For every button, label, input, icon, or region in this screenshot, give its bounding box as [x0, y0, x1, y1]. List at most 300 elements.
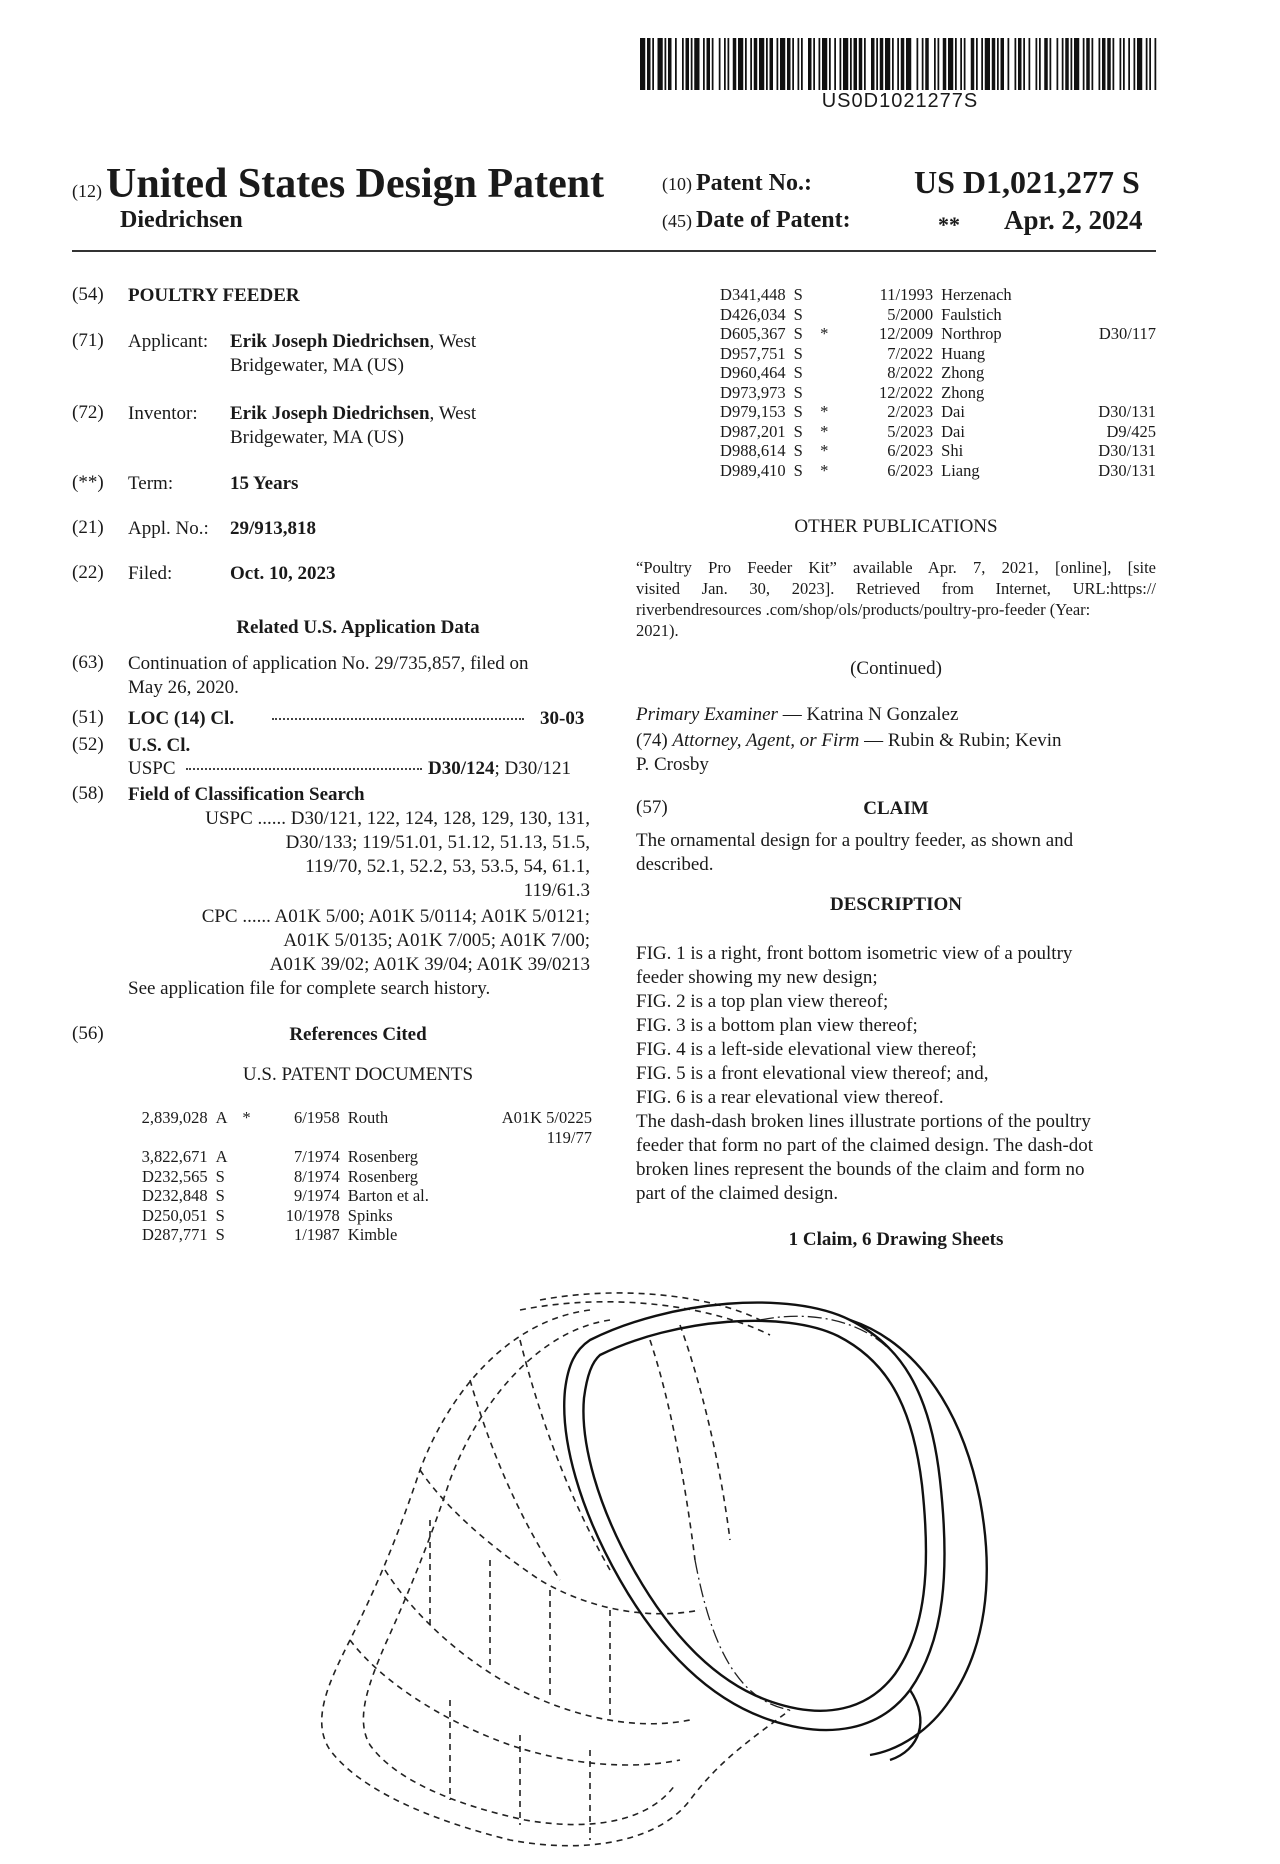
barcode-bar [1107, 38, 1111, 90]
description-line: feeder showing my new design; [636, 967, 878, 988]
reference-row-continued [112, 1128, 596, 1148]
barcode-bar [1099, 38, 1101, 90]
ref-star [816, 344, 841, 364]
barcode-bar [943, 38, 947, 90]
barcode-bar [1057, 38, 1059, 90]
applicant-location: , West [429, 331, 477, 352]
barcode-bar [658, 38, 663, 90]
patent-title: POULTRY FEEDER [128, 285, 300, 306]
barcode-bar [1065, 38, 1069, 90]
ref-class [1058, 344, 1160, 364]
reference-row [676, 461, 1160, 481]
barcode-bar [1062, 38, 1064, 90]
reference-row [676, 441, 1160, 461]
search-uspc-line: 119/70, 52.1, 52.2, 53, 53.5, 54, 61.1, [305, 856, 590, 877]
ref-kind: S [793, 285, 803, 304]
barcode-bar [981, 38, 983, 90]
barcode-bar [938, 38, 940, 90]
attorney-line2: P. Crosby [636, 754, 709, 775]
ref-number: D605,367 [720, 324, 786, 343]
ref-star: * [820, 402, 829, 421]
code-54: (54) [72, 284, 104, 305]
inventor-label: Inventor: [128, 403, 198, 424]
claim-heading: CLAIM [863, 798, 929, 819]
us-cl-value [428, 757, 571, 781]
barcode-bar [960, 38, 962, 90]
search-uspc-line: 119/61.3 [523, 880, 590, 901]
patent-number-label-block [662, 170, 812, 197]
search-cpc-line: CPC ...... A01K 5/00; A01K 5/0114; A01K 5/0121; [201, 906, 590, 927]
ref-class [464, 1206, 596, 1226]
ref-star: * [820, 460, 829, 480]
barcode-bar [871, 38, 875, 90]
barcode-bar [1001, 38, 1005, 90]
ref-class [1058, 363, 1160, 383]
applicant-name: Erik Joseph Diedrichsen [230, 331, 430, 352]
reference-row [112, 1147, 596, 1167]
patent-no-label: Patent No.: [696, 170, 812, 196]
attorney-label: Attorney, Agent, or Firm [672, 730, 860, 751]
other-publication-line: visited Jan. 30, 2023]. Retrieved from Internet, URL:https:// [636, 579, 1156, 598]
code-45: (45) [662, 211, 692, 231]
inventor-line2: Bridgewater, MA (US) [230, 427, 404, 448]
ref-kind: S [793, 324, 803, 343]
barcode-bar [1023, 38, 1025, 90]
barcode-bar [1008, 38, 1010, 90]
barcode-bar [1092, 38, 1094, 90]
barcode-bar [1102, 38, 1106, 90]
search-history-note: See application file for complete search history. [128, 978, 491, 999]
barcode-bar [1086, 38, 1090, 90]
barcode-bar [955, 38, 957, 90]
barcode-bar [703, 38, 705, 90]
description-line: part of the claimed design. [636, 1183, 839, 1204]
ref-star: * [820, 421, 829, 441]
barcode-bar [1113, 38, 1115, 90]
description-line: FIG. 6 is a rear elevational view thereof. [636, 1087, 944, 1108]
ref-name: Dai [941, 402, 965, 421]
reference-row [676, 422, 1160, 442]
code-72: (72) [72, 402, 104, 423]
barcode-bar [738, 38, 743, 90]
ref-kind: S [793, 460, 803, 480]
ref-class [464, 1225, 596, 1245]
ref-class: A01K 5/0225 [501, 1108, 592, 1127]
barcode-bar [985, 38, 990, 90]
ref-kind: S [793, 382, 803, 402]
reference-row [676, 344, 1160, 364]
ref-kind: S [215, 1186, 225, 1205]
ref-kind: S [793, 363, 803, 382]
barcode-bar [668, 38, 672, 90]
barcode-bar [801, 38, 803, 90]
attorney-names: — Rubin & Rubin; Kevin [859, 730, 1062, 751]
barcode-bar [1039, 38, 1041, 90]
ref-name: Zhong [941, 363, 985, 382]
ref-name: Rosenberg [347, 1166, 419, 1186]
ref-number: D960,464 [720, 363, 786, 382]
barcode-bar [780, 38, 785, 90]
barcode-bar [640, 38, 645, 90]
description-line: The dash-dash broken lines illustrate portions of the poultry [636, 1111, 1091, 1132]
ref-number: D987,201 [720, 421, 786, 441]
patent-type-title: United States Design Patent [106, 161, 605, 207]
barcode-bar [834, 38, 836, 90]
ref-name: Northrop [941, 324, 1002, 343]
ref-kind: A [215, 1108, 228, 1127]
description-line: FIG. 5 is a front elevational view thereof; and, [636, 1063, 989, 1084]
date-of-patent-label: Date of Patent: [696, 207, 851, 233]
ref-kind: S [793, 402, 803, 421]
barcode-bar [1123, 38, 1125, 90]
ref-number: D287,771 [142, 1225, 208, 1244]
reference-row [676, 305, 1160, 325]
barcode-bar [665, 38, 667, 90]
code-10: (10) [662, 174, 692, 194]
ref-name: Dai [941, 421, 965, 441]
barcode-bar [787, 38, 791, 90]
barcode-bar [1071, 38, 1073, 90]
ref-number: D232,848 [142, 1186, 208, 1205]
barcode-bar [925, 38, 929, 90]
loc-dots [272, 707, 524, 725]
barcode-bar [971, 38, 975, 90]
ref-kind: S [793, 421, 803, 441]
reference-row [676, 324, 1160, 344]
ref-star: * [242, 1108, 251, 1127]
us-cl-secondary: ; D30/121 [494, 758, 572, 779]
reference-row [676, 383, 1160, 403]
appl-no-label: Appl. No.: [128, 518, 209, 539]
ref-class [1058, 383, 1160, 403]
barcode-bar [964, 38, 966, 90]
ref-class: D30/131 [1098, 460, 1156, 480]
barcode-bar [1036, 38, 1038, 90]
inventor-name: Erik Joseph Diedrichsen [230, 403, 430, 424]
code-22: (22) [72, 562, 104, 583]
barcode-bar [682, 38, 684, 90]
header-rule [72, 250, 1156, 252]
us-cl-label: U.S. Cl. [128, 735, 191, 756]
us-cl-uspc-label: USPC [128, 758, 176, 779]
ref-star [816, 285, 841, 305]
ref-class [464, 1147, 596, 1167]
barcode-bar [906, 38, 911, 90]
inventor-surname: Diedrichsen [120, 207, 243, 233]
ref-date: 8/1974 [293, 1166, 340, 1186]
ref-number: D979,153 [720, 402, 786, 421]
ref-date: 5/2000 [887, 304, 934, 324]
patent-number: US D1,021,277 S [914, 164, 1140, 200]
other-publication-line: riverbendresources .com/shop/ols/products/poultry-pro-feeder (Year: [636, 600, 1091, 619]
description-line: feeder that form no part of the claimed design. The dash-dot [636, 1135, 1094, 1156]
barcode-bar [728, 38, 730, 90]
ref-date: 9/1974 [293, 1186, 340, 1205]
code-63: (63) [72, 652, 104, 673]
code-74: (74) [636, 730, 668, 751]
ref-class [1058, 285, 1160, 305]
ref-star [238, 1186, 260, 1206]
ref-class [464, 1186, 596, 1206]
term-label: Term: [128, 473, 174, 494]
barcode-bar [1044, 38, 1048, 90]
barcode [640, 38, 1160, 90]
ref-star [816, 363, 841, 383]
barcode-bar [759, 38, 764, 90]
barcode-bar [992, 38, 996, 90]
code-56: (56) [72, 1023, 104, 1044]
barcode-bar [922, 38, 924, 90]
barcode-bar [1120, 38, 1122, 90]
ref-name: Herzenach [941, 285, 1012, 304]
barcode-bar [691, 38, 693, 90]
barcode-bar [766, 38, 768, 90]
barcode-bar [792, 38, 794, 90]
barcode-bar [1128, 38, 1130, 90]
barcode-bar [1083, 38, 1085, 90]
feeder-rim-solid [564, 1303, 987, 1760]
ref-name: Rosenberg [347, 1147, 419, 1166]
barcode-bar [647, 38, 651, 90]
barcode-bar [976, 38, 978, 90]
code-51: (51) [72, 707, 104, 728]
other-publication-line: 2021). [636, 621, 679, 640]
ref-date: 11/1993 [879, 285, 934, 304]
search-uspc-line: USPC ...... D30/121, 122, 124, 128, 129, 130, 131, [205, 808, 590, 829]
barcode-bar [1018, 38, 1022, 90]
ref-date: 7/2022 [887, 343, 934, 363]
ref-number: D250,051 [142, 1205, 208, 1225]
date-of-patent: Apr. 2, 2024 [1004, 205, 1143, 235]
term-value: 15 Years [230, 473, 299, 494]
description-line: FIG. 3 is a bottom plan view thereof; [636, 1015, 918, 1036]
barcode-bar [864, 38, 866, 90]
barcode-bar [813, 38, 815, 90]
barcode-bar [712, 38, 714, 90]
feeder-body-broken-lines [322, 1293, 790, 1846]
continued-note: (Continued) [850, 658, 942, 679]
barcode-number: US0D1021277S [821, 90, 979, 112]
ref-number: D426,034 [720, 304, 786, 324]
examiner-name: — Katrina N Gonzalez [777, 704, 959, 725]
ref-number: 2,839,028 [141, 1108, 208, 1127]
description-heading: DESCRIPTION [830, 894, 962, 915]
barcode-bar [1134, 38, 1136, 90]
ref-name: Zhong [941, 382, 985, 402]
barcode-bar [745, 38, 747, 90]
reference-row [676, 363, 1160, 383]
ref-kind: S [215, 1205, 225, 1225]
ref-date: 12/2009 [879, 324, 934, 343]
ref-date: 8/2022 [887, 363, 934, 382]
ref-date: 2/2023 [887, 402, 934, 421]
barcode-bar [880, 38, 884, 90]
ref-class: D30/131 [1098, 441, 1156, 460]
ref-number: D957,751 [720, 343, 786, 363]
description-line: FIG. 1 is a right, front bottom isometric view of a poultry [636, 943, 1073, 964]
barcode-bar [859, 38, 863, 90]
ref-number: D973,973 [720, 382, 786, 402]
us-cl-primary: D30/124 [428, 758, 495, 779]
barcode-bar [854, 38, 858, 90]
barcode-bar [808, 38, 812, 90]
ref-name: Routh [347, 1108, 389, 1127]
ref-star: * [820, 441, 829, 460]
ref-name: Shi [941, 441, 964, 460]
reference-row [112, 1108, 596, 1128]
barcode-bar [770, 38, 774, 90]
us-patent-documents-heading: U.S. PATENT DOCUMENTS [242, 1064, 474, 1085]
barcode-bar [1137, 38, 1142, 90]
ref-star [238, 1147, 260, 1167]
ref-date: 10/1978 [285, 1205, 340, 1225]
barcode-bar [917, 38, 919, 90]
ref-star [238, 1167, 260, 1187]
search-cpc-line: A01K 5/0135; A01K 7/005; A01K 7/00; [283, 930, 590, 951]
barcode-bar [997, 38, 999, 90]
ref-date: 1/1987 [293, 1225, 340, 1244]
ref-class [464, 1167, 596, 1187]
barcode-bar [750, 38, 752, 90]
barcode-bar [686, 38, 690, 90]
attorney-line1 [636, 729, 1062, 753]
date-label-block [662, 207, 851, 234]
barcode-bar [822, 38, 827, 90]
barcode-bar [724, 38, 726, 90]
ref-date: 6/1958 [293, 1108, 340, 1127]
loc-value: 30-03 [540, 708, 585, 729]
barcode-bar [934, 38, 936, 90]
title-block [72, 160, 604, 208]
ref-name: Faulstich [941, 304, 1002, 324]
ref-date: 5/2023 [887, 421, 934, 441]
barcode-bar [876, 38, 878, 90]
barcode-bar [1015, 38, 1017, 90]
barcode-bar [1074, 38, 1079, 90]
ref-star: * [820, 324, 829, 343]
barcode-bar [777, 38, 779, 90]
ref-kind: S [215, 1166, 225, 1186]
field-search-label: Field of Classification Search [128, 784, 365, 805]
references-heading: References Cited [289, 1024, 427, 1045]
reference-row [112, 1186, 596, 1206]
reference-row [112, 1225, 596, 1245]
ref-number: D232,565 [142, 1166, 208, 1186]
inventor-location: , West [429, 403, 477, 424]
ref-kind: S [215, 1225, 225, 1244]
ref-name: Kimble [347, 1225, 398, 1244]
related-data-heading: Related U.S. Application Data [236, 617, 480, 638]
description-text [636, 942, 1156, 1206]
description-line: broken lines represent the bounds of the claim and form no [636, 1159, 1085, 1180]
barcode-bar [719, 38, 721, 90]
barcode-bar [819, 38, 821, 90]
date-marker: ** [938, 212, 960, 237]
code-52: (52) [72, 734, 104, 755]
appl-no-value: 29/913,818 [230, 518, 317, 539]
ref-number: D988,614 [720, 441, 786, 460]
ref-class: D30/131 [1098, 402, 1156, 421]
barcode-bar [1146, 38, 1148, 90]
barcode-bar [948, 38, 953, 90]
barcode-bar [1050, 38, 1052, 90]
continuation-line1: Continuation of application No. 29/735,857, filed on [128, 653, 529, 674]
claims-sheets-summary: 1 Claim, 6 Drawing Sheets [788, 1229, 1004, 1250]
primary-examiner [636, 703, 958, 727]
applicant-label: Applicant: [128, 331, 209, 352]
code-term: (**) [72, 472, 104, 493]
barcode-bar [652, 38, 654, 90]
ref-class [1058, 305, 1160, 325]
reference-row [676, 285, 1160, 305]
code-21: (21) [72, 517, 104, 538]
ref-number: D989,410 [720, 460, 786, 480]
ref-number: 3,822,671 [141, 1147, 208, 1166]
barcode-bar [892, 38, 894, 90]
barcode-bar [675, 38, 677, 90]
ref-name: Barton et al. [347, 1186, 429, 1205]
ref-date: 6/2023 [887, 441, 934, 460]
ref-kind: A [215, 1147, 228, 1166]
claim-text [636, 829, 1156, 877]
barcode-bar [733, 38, 737, 90]
reference-row [112, 1167, 596, 1187]
filed-label: Filed: [128, 563, 173, 584]
ref-number: D341,448 [720, 285, 786, 304]
barcode-bar [840, 38, 842, 90]
barcode-bar [1029, 38, 1031, 90]
barcode-bar [829, 38, 831, 90]
more-references-table [676, 285, 1160, 480]
applicant-line1 [230, 330, 476, 354]
code-71: (71) [72, 330, 104, 351]
examiner-label: Primary Examiner [636, 704, 778, 725]
code-58: (58) [72, 783, 104, 804]
barcode-bar [754, 38, 758, 90]
barcode-bar [1155, 38, 1157, 90]
ref-name: Liang [941, 460, 980, 480]
loc-label: LOC (14) Cl. [128, 708, 235, 729]
description-line: FIG. 2 is a top plan view thereof; [636, 991, 889, 1012]
ref-date: 12/2022 [879, 382, 934, 402]
claim-line: described. [636, 854, 714, 875]
barcode-bar [885, 38, 890, 90]
us-references-table [112, 1108, 596, 1245]
barcode-bar [850, 38, 852, 90]
claim-line: The ornamental design for a poultry feeder, as shown and [636, 830, 1074, 851]
ref-class: D9/425 [1106, 421, 1156, 441]
us-cl-dots [186, 757, 422, 775]
ref-star [816, 383, 841, 403]
description-line: FIG. 4 is a left-side elevational view thereof; [636, 1039, 977, 1060]
ref-kind: S [793, 441, 803, 460]
barcode-bar [1149, 38, 1151, 90]
ref-name: Huang [941, 343, 986, 363]
filed-value: Oct. 10, 2023 [230, 563, 336, 584]
reference-row [676, 402, 1160, 422]
code-57: (57) [636, 797, 668, 818]
search-cpc-line: A01K 39/02; A01K 39/04; A01K 39/0213 [269, 954, 590, 975]
reference-row [112, 1206, 596, 1226]
ref-date: 6/2023 [887, 460, 934, 480]
other-publications-heading: OTHER PUBLICATIONS [794, 516, 998, 537]
ref-class-secondary: 119/77 [546, 1127, 592, 1147]
ref-kind: S [793, 343, 803, 363]
barcode-bar [843, 38, 848, 90]
ref-star [816, 305, 841, 325]
barcode-bar [897, 38, 899, 90]
ref-date: 7/1974 [293, 1147, 340, 1166]
